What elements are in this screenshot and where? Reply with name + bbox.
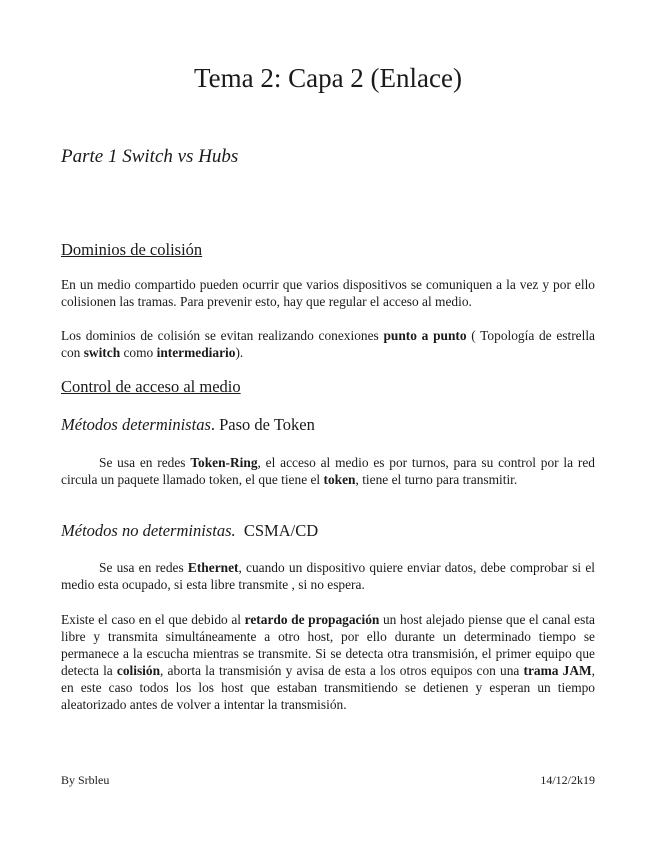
heading-non-deterministic-methods: Métodos no deterministas. CSMA/CD [61, 521, 319, 540]
heading-media-access-control: Control de acceso al medio [61, 377, 241, 396]
heading-deterministic-methods: Métodos deterministas. Paso de Token [61, 415, 315, 434]
paragraph-point-to-point: Los dominios de colisión se evitan realizando conexiones punto a punto ( Topología de estrella con switch como intermediario). [61, 328, 595, 360]
paragraph-shared-medium: En un medio compartido pueden ocurrir que varios dispositivos se comuniquen a la vez y por ello colisionen las tramas. Para prevenir esto, hay que regular el acceso al medio. [61, 277, 595, 309]
part-title: Parte 1 Switch vs Hubs [61, 146, 239, 167]
paragraph-token-ring: Se usa en redes Token-Ring, el acceso al medio es por turnos, para su control por la red circula un paquete llamado token, el que tiene el token, tiene el turno para transmitir. [61, 455, 595, 487]
paragraph-propagation-delay: Existe el caso en el que debido al retardo de propagación un host alejado piense que el canal esta libre y transmita simultáneamente a otro host, por ello durante un determinado tiempo se permanece a la escucha mientras se transmite. Si se detecta otra transmisión, el primer equipo que detecta la colisión, aborta la transmisión y avisa de esta a los otros equipos con una trama JAM, en este caso todos los los host que estaban transmitiendo se detienen y esperan un tiempo aleatorizado antes de volver a intentar la transmisión. [61, 612, 595, 712]
paragraph-ethernet: Se usa en redes Ethernet, cuando un dispositivo quiere enviar datos, debe comprobar si el medio esta ocupado, si esta libre transmite , si no espera. [61, 560, 595, 592]
footer-author: By Srbleu [61, 773, 110, 787]
heading-collision-domains: Dominios de colisión [61, 240, 203, 259]
page-title: Tema 2: Capa 2 (Enlace) [194, 63, 462, 93]
footer-date: 14/12/2k19 [540, 773, 595, 787]
